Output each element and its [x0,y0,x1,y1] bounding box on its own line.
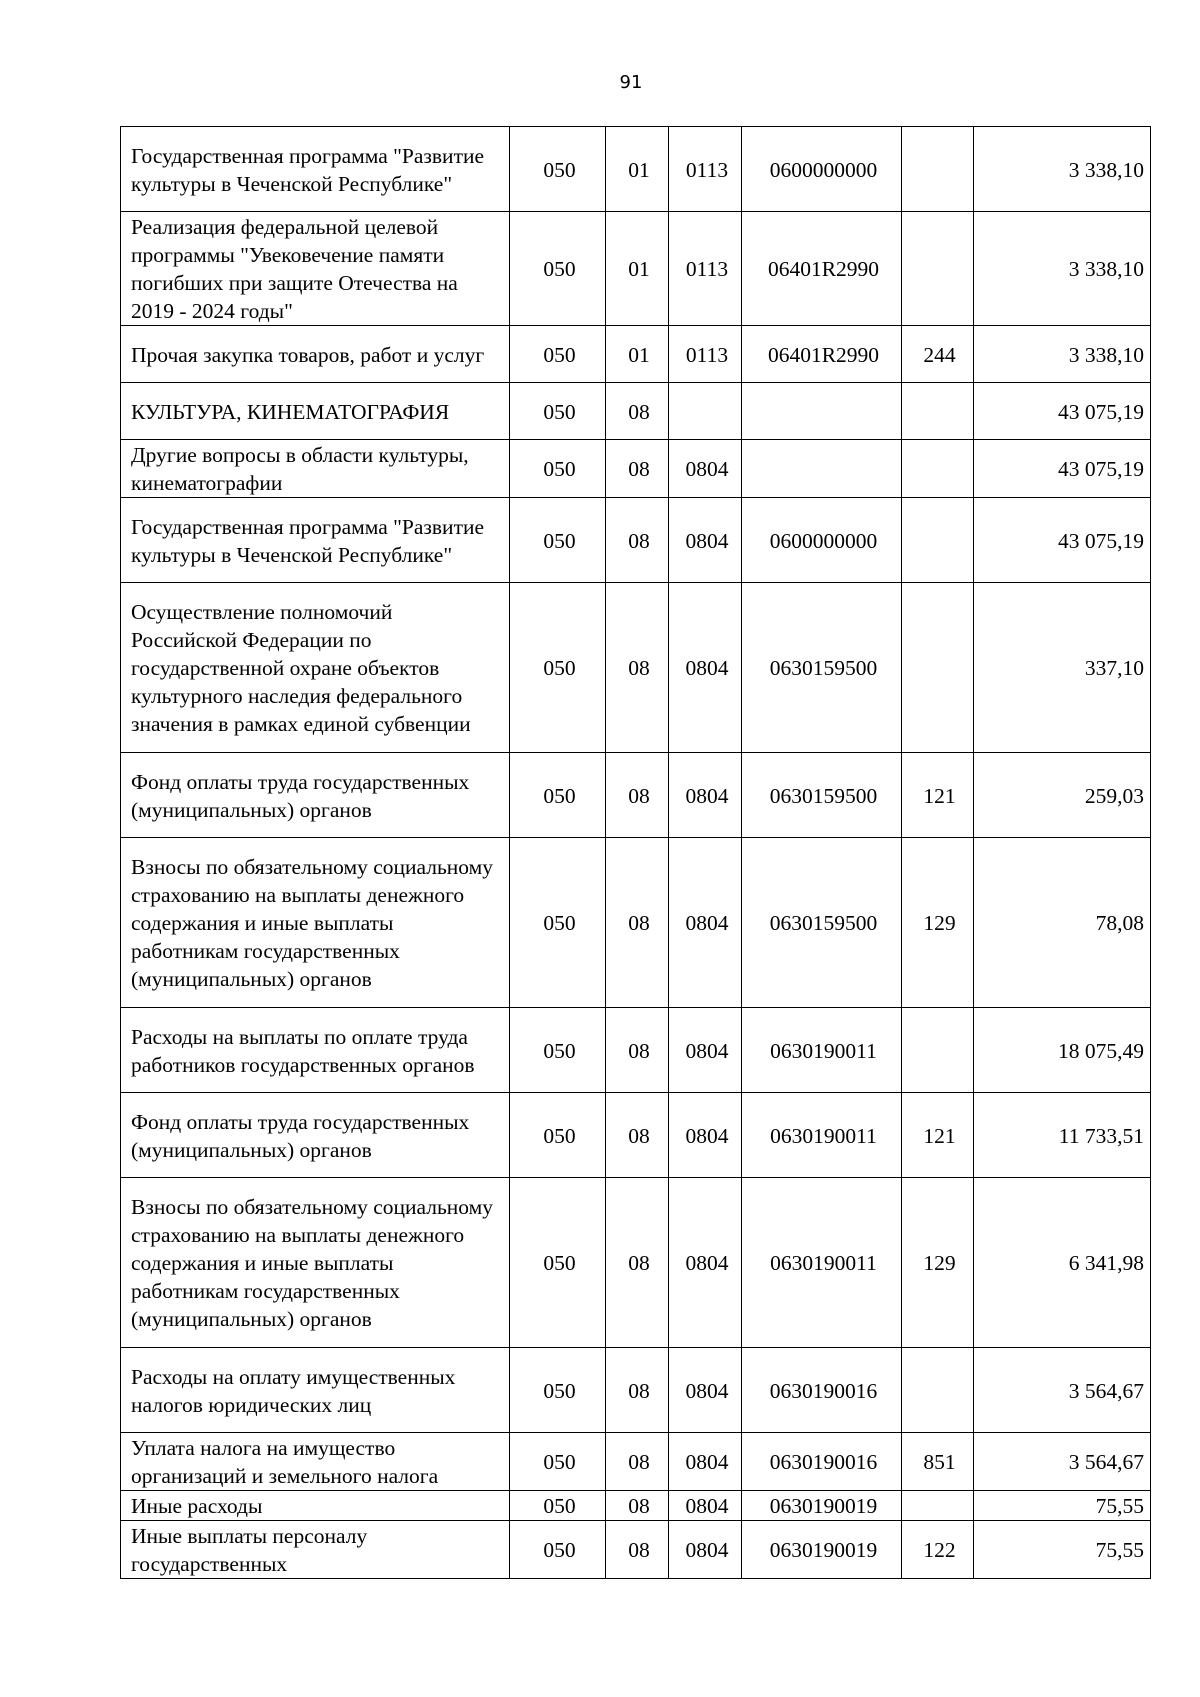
amount: 3 564,67 [974,1348,1151,1433]
target-article-code [742,383,902,440]
section-code: 01 [606,326,669,383]
expense-type-code [902,498,974,583]
section-code: 08 [606,1491,669,1521]
subsection-code: 0804 [669,1521,742,1579]
row-name: Реализация федеральной целевой программы "Увековечение памяти погибших при защите Отечества на 2019 - 2024 годы" [121,212,510,326]
amount: 6 341,98 [974,1178,1151,1348]
department-code: 050 [510,1093,606,1178]
target-article-code: 0630190011 [742,1008,902,1093]
amount: 43 075,19 [974,383,1151,440]
table-row [121,753,1151,838]
subsection-code: 0804 [669,1491,742,1521]
table-row [121,440,1151,498]
section-code: 08 [606,383,669,440]
target-article-code: 0630190019 [742,1491,902,1521]
table-row [121,383,1151,440]
row-name: Расходы на выплаты по оплате труда работников государственных органов [121,1008,510,1093]
department-code: 050 [510,753,606,838]
section-code: 08 [606,1093,669,1178]
section-code: 08 [606,753,669,838]
amount: 3 564,67 [974,1433,1151,1491]
subsection-code: 0113 [669,326,742,383]
expense-type-code [902,1491,974,1521]
target-article-code: 0630190016 [742,1348,902,1433]
row-name: Иные расходы [121,1491,510,1521]
amount: 75,55 [974,1491,1151,1521]
section-code: 08 [606,1348,669,1433]
section-code: 08 [606,583,669,753]
expense-type-code [902,127,974,212]
row-name: Государственная программа "Развитие культуры в Чеченской Республике" [121,127,510,212]
amount: 18 075,49 [974,1008,1151,1093]
subsection-code: 0804 [669,1348,742,1433]
department-code: 050 [510,326,606,383]
expense-type-code [902,1008,974,1093]
department-code: 050 [510,1521,606,1579]
expense-type-code: 851 [902,1433,974,1491]
department-code: 050 [510,1008,606,1093]
section-code: 08 [606,838,669,1008]
table-row [121,127,1151,212]
expense-type-code: 121 [902,1093,974,1178]
target-article-code: 0630159500 [742,838,902,1008]
subsection-code: 0113 [669,212,742,326]
table-row [121,1491,1151,1521]
row-name: Государственная программа "Развитие культуры в Чеченской Республике" [121,498,510,583]
row-name: Осуществление полномочий Российской Федерации по государственной охране объектов культурного наследия федерального значения в рамках единой субвенции [121,583,510,753]
section-code: 08 [606,1178,669,1348]
department-code: 050 [510,212,606,326]
table-row [121,1348,1151,1433]
row-name: Иные выплаты персоналу государственных [121,1521,510,1579]
target-article-code: 0630159500 [742,753,902,838]
target-article-code: 06401R2990 [742,326,902,383]
amount: 43 075,19 [974,498,1151,583]
target-article-code: 0630190011 [742,1093,902,1178]
amount: 11 733,51 [974,1093,1151,1178]
department-code: 050 [510,440,606,498]
table-row [121,498,1151,583]
row-name: Другие вопросы в области культуры, кинематографии [121,440,510,498]
department-code: 050 [510,498,606,583]
subsection-code: 0804 [669,1433,742,1491]
row-name: Фонд оплаты труда государственных (муниципальных) органов [121,1093,510,1178]
section-code: 08 [606,498,669,583]
section-code: 01 [606,127,669,212]
target-article-code: 0630190016 [742,1433,902,1491]
amount: 3 338,10 [974,127,1151,212]
subsection-code: 0113 [669,127,742,212]
department-code: 050 [510,383,606,440]
amount: 3 338,10 [974,212,1151,326]
table-row [121,1008,1151,1093]
subsection-code: 0804 [669,753,742,838]
table-row [121,326,1151,383]
subsection-code: 0804 [669,1093,742,1178]
subsection-code: 0804 [669,583,742,753]
amount: 43 075,19 [974,440,1151,498]
subsection-code: 0804 [669,1178,742,1348]
row-name: Уплата налога на имущество организаций и земельного налога [121,1433,510,1491]
row-name: Прочая закупка товаров, работ и услуг [121,326,510,383]
table-row [121,1093,1151,1178]
target-article-code: 0630190019 [742,1521,902,1579]
department-code: 050 [510,583,606,753]
row-name: Взносы по обязательному социальному страхованию на выплаты денежного содержания и иные выплаты работникам государственных (муниципальных) органов [121,838,510,1008]
expense-type-code [902,212,974,326]
table-row [121,1521,1151,1579]
table-row [121,1178,1151,1348]
table-row [121,583,1151,753]
department-code: 050 [510,127,606,212]
department-code: 050 [510,1433,606,1491]
row-name: Расходы на оплату имущественных налогов юридических лиц [121,1348,510,1433]
expense-type-code: 244 [902,326,974,383]
department-code: 050 [510,1178,606,1348]
amount: 75,55 [974,1521,1151,1579]
subsection-code [669,383,742,440]
subsection-code: 0804 [669,838,742,1008]
table-row [121,212,1151,326]
section-code: 08 [606,1521,669,1579]
target-article-code: 06401R2990 [742,212,902,326]
section-code: 08 [606,440,669,498]
target-article-code: 0600000000 [742,498,902,583]
section-code: 08 [606,1433,669,1491]
table-row [121,838,1151,1008]
expense-type-code [902,440,974,498]
target-article-code: 0600000000 [742,127,902,212]
amount: 78,08 [974,838,1151,1008]
expense-type-code [902,1348,974,1433]
row-name: Взносы по обязательному социальному страхованию на выплаты денежного содержания и иные выплаты работникам государственных (муниципальных) органов [121,1178,510,1348]
budget-table [120,126,1151,1579]
section-code: 08 [606,1008,669,1093]
target-article-code: 0630159500 [742,583,902,753]
amount: 337,10 [974,583,1151,753]
expense-type-code [902,383,974,440]
table-body [121,127,1151,1579]
expense-type-code [902,583,974,753]
department-code: 050 [510,838,606,1008]
row-name: КУЛЬТУРА, КИНЕМАТОГРАФИЯ [121,383,510,440]
expense-type-code: 129 [902,838,974,1008]
subsection-code: 0804 [669,1008,742,1093]
target-article-code: 0630190011 [742,1178,902,1348]
target-article-code [742,440,902,498]
department-code: 050 [510,1491,606,1521]
expense-type-code: 129 [902,1178,974,1348]
page-number: 91 [619,72,643,93]
department-code: 050 [510,1348,606,1433]
expense-type-code: 122 [902,1521,974,1579]
section-code: 01 [606,212,669,326]
subsection-code: 0804 [669,440,742,498]
amount: 3 338,10 [974,326,1151,383]
table-row [121,1433,1151,1491]
amount: 259,03 [974,753,1151,838]
row-name: Фонд оплаты труда государственных (муниципальных) органов [121,753,510,838]
subsection-code: 0804 [669,498,742,583]
expense-type-code: 121 [902,753,974,838]
